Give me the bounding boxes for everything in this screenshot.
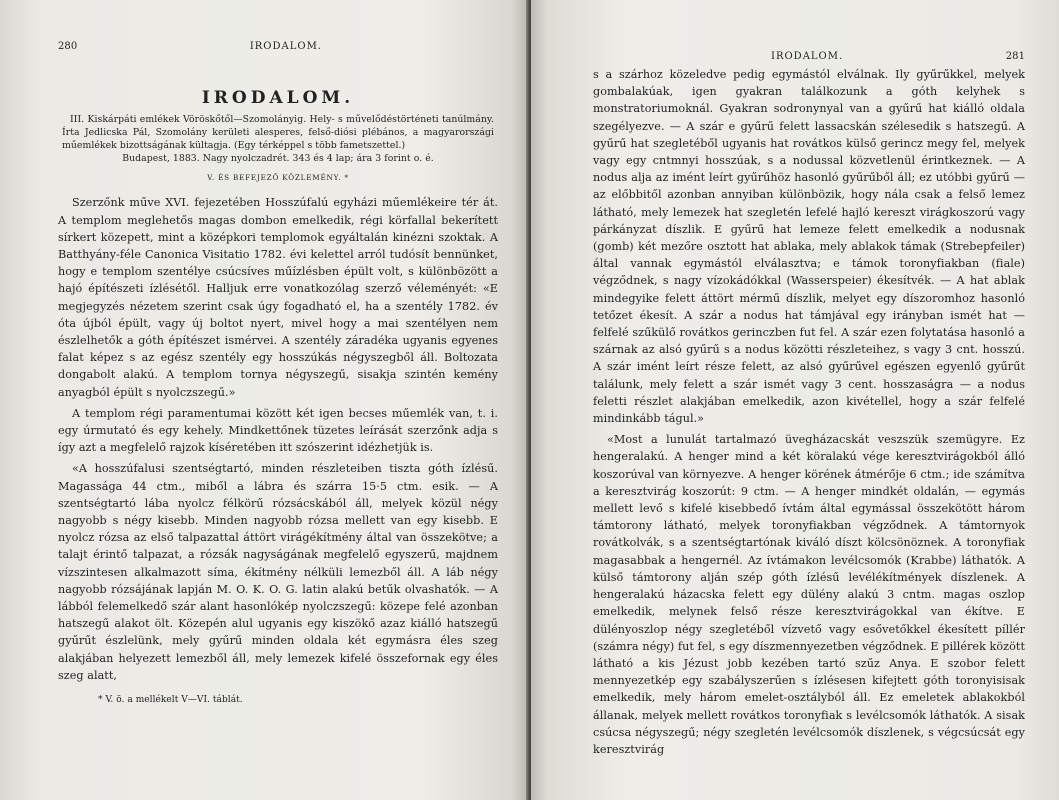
left-paragraph-1: Szerzőnk műve XVI. fejezetében Hosszúfalú egyházi műemlékeire tér át. A templom meglehetős magas dombon emelkedik, régi körfallal bekerített sírkert közepett, mint a középkori templomok egyáltalán kinézni szoktak. A Batthyány-féle Canonica Visitatio 1782. évi kelettel arról tudósít bennünket, hogy e templom szentélye csúcsíves műízlésben épült volt, s különbözött a hajó építészeti ízlésétől. Halljuk erre vonatkozólag szerző véleményét: «E megjegyzés nézetem szerint csak úgy fogadható el, ha a szentély 1782. év óta újból épült, vagy új boltot nyert, mivel hogy a mai szentélyen nem észlelhetők a góth építészet ismérvei. A szentély záradéka ugyanis egyenes falat képez s az egész szentély egy hosszúkás négyszegből áll. Boltozata dongabolt alakú. A templom tornya négyszegű, sisakja szintén kemény anyagból épült s nyolczszegű.» <box>58 196 498 399</box>
left-running-head <box>58 38 498 56</box>
installment-subhead: V. ÉS BEFEJEZŐ KÖZLEMÉNY. * <box>207 173 349 183</box>
right-page <box>531 0 1059 800</box>
footnote: * V. ö. a mellékelt V—VI. táblát. <box>98 695 243 706</box>
left-running-title: IRODALOM. <box>249 41 322 52</box>
right-page-content <box>593 48 1025 758</box>
left-page <box>0 0 528 800</box>
right-running-head <box>593 48 1025 66</box>
left-page-content <box>58 38 498 709</box>
bibliographic-imprint: Budapest, 1883. Nagy nyolczadrét. 343 és 4 lap; ára 3 forint o. é. <box>122 153 434 165</box>
left-paragraph-2: A templom régi paramentumai között két igen becses műemlék van, t. i. egy úrmutató és egy kehely. Mindkettőnek tüzetes leírását szerzőnk adja s így azt a megfelelő rajzok kíséretében itt szószerint idézhetjük is. <box>58 406 498 455</box>
left-paragraph-3: «A hosszúfalusi szentségtartó, minden részleteiben tiszta góth ízlésű. Magassága 44 ctm., miből a lábra és szárra 15·5 ctm. esik. — A szentségtartó lába nyolcz félkörű rózsácskából áll, melyek közül négy nagyobb s négy kisebb. Minden nagyobb rózsa mellett van egy kisebb. E nyolcz rózsa az első talpazattal áttört virágékítmény által van összekötve; a talajt érintő talpazat, a rózsák nagyságának megfelelő egyszerű, majdnem vízszintesen alkalmazott síma, ékítmény nélküli lemezből áll. A láb négy nagyobb rózsájának lapján M. O. K. O. G. latin alakú betűk olvashatók. — A lábból felemelkedő szár alant hasonlókép nyolczszegű: közepe felé azonban hatszegű alakot ölt. Közepén alul ugyanis egy kiszökő azaz kiálló hatszegű gyűrűt észlelünk, mely gyűrű minden oldala két egymásra éles szeg alakjában helyezett lemezből áll, mely lemezek kifelé összefornak egy éles szeg alatt, <box>58 462 498 682</box>
bibliographic-entry: III. Kiskárpáti emlékek Vöröskőtől—Szomolányig. Hely- s művelődéstörténeti tanúlmány. Írta Jedlicska Pál, Szomolány kerületi alesperes, felső-diósi plébános, a magyarországi műemlékek bizottságának kültagja. (Egy térképpel s több fametszettel.) <box>62 114 494 152</box>
right-paragraph-1: s a szárhoz közeledve pedig egymástól elválnak. Ily gyűrűkkel, melyek gombalakúak, igen gyakran találkozunk a góth kelyhek s monstratoriumoknál. Gyakran sodronynyal van a gyűrű hat kiálló oldala szegélyezve. — A szár e gyűrű felett lassacskán szélesedik s hatszegű. A gyűrű hat szegletéből ugyanis hat rovátkos külső gerincz megy fel, melyek vagy egy cntmnyi hosszúak, s a nodussal közvetlenül érintkeznek. — A nodus alja az imént leírt gyűrűhöz hasonló gyűrűből áll; ez utóbbi gyűrű — az előbbitől azonban annyiban különbözik, hogy nála csak a felső lemez látható, mely lemezek hat szegletén lefelé hajló kereszt virágkoszorú vagy párkányzat díszlik. E gyűrű hat lemeze felett emelkedik a nodusnak (gomb) két mezőre osztott hat ablaka, mely ablakok támak (Strebepfeiler) által vannak egymástól elválasztva; e támok toronyfiakban (fiale) végződnek, s nagy vízokádókkal (Wasserspeier) ékesítvék. — A hat ablak mindegyike felett áttört mérmű díszlik, melyet egy díszoromhoz hasonló tetőzet ékesít. A szár a nodus hat támjával egy irányban ismét hat — felfelé szűkülő rovátkos gerinczben fut fel. A szár ezen folytatása hasonló a szárnak az alsó gyűrű s a nodus közötti részleteihez, s vagy 3 cnt. hosszú. A szár imént leírt része felett, az alsó gyűrűvel egészen egyenlő gyűrűt találunk, mely felett a szár ismét vagy 3 cent. hosszaságra — a nodus feletti részlet alakjában emelkedik, azon kivétellel, hogy a szár felfelé mindinkább tágul.» <box>593 68 1025 426</box>
left-page-number: 280 <box>58 41 78 52</box>
section-title: IRODALOM. <box>201 88 355 108</box>
right-page-number: 281 <box>1005 51 1025 62</box>
right-running-title: IRODALOM. <box>771 51 844 62</box>
right-paragraph-2: «Most a lunulát tartalmazó üvegházacskát veszszük szemügyre. Ez hengeralakú. A henger mind a két köralakú vége keresztvirágokból álló koszorúval van környezve. A henger körének átmérője 6 ctm.; ide számítva a keresztvirág koszorút: 9 ctm. — A henger mindkét oldalán, — egymás mellett levő s kifelé kisebbedő ívtám által egymással összekötött három támtorony látható, melyek toronyfiakban végződnek. A támtornyok rovátkolvák, s a szentségtartónak kiváló díszt kölcsönöznek. A toronyfiak magasabbak a hengernél. Az ívtámakon levélcsomók (Krabbe) láthatók. A külső támtorony alján szép góth ízlésű levélékítmények díszlenek. A hengeralakú házacska felett egy dülény alakú 3 cntm. magas oszlop emelkedik, melynek felső része keresztvirágokkal van ékítve. E dülényoszlop négy szegletéből vízvető vagy esővetőkkel ékesített píllér (számra négy) fut fel, s egy díszmennyezetben végződnek. E pillérek között látható a kis Jézust jobb kezében tartó szűz Anya. E szobor felett mennyezetkép egy szabályszerűen s ízlésesen kifejtett góth toronyisisak emelkedik, mely három emelet-osztályból áll. Ez emeletek ablakokból állanak, melyek mellett rovátkos toronyfiak s levélcsomók láthatók. A sisak csúcsa négyszegű; négy szegletén levélcsomók díszlenek, s végcsúcsát egy keresztvirág <box>593 433 1025 756</box>
